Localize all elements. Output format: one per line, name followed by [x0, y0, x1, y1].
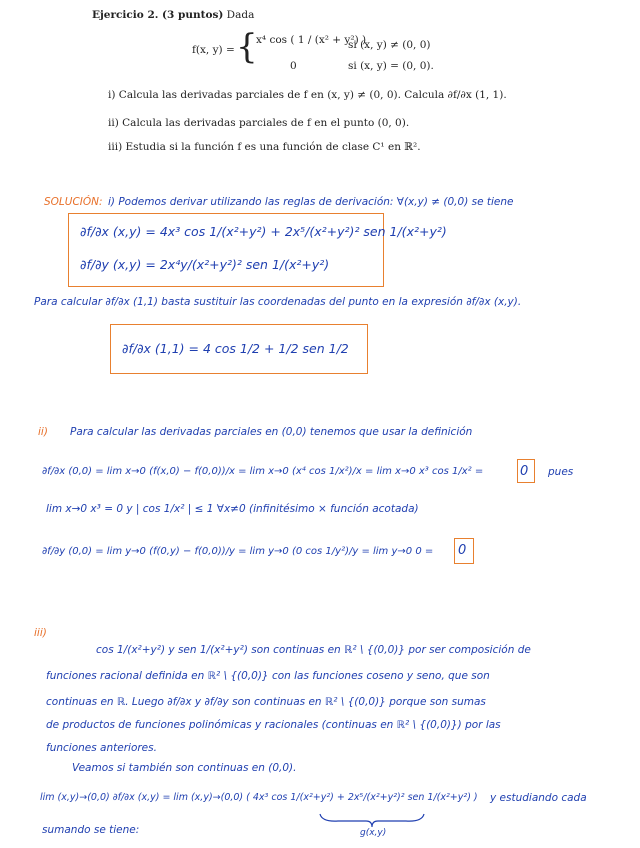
exercise-heading — [92, 9, 254, 21]
fx11-value: ∂f/∂x (1,1) = 4 cos 1/2 + 1/2 sen 1/2 — [122, 341, 349, 356]
fy-formula: ∂f/∂y (x,y) = 2x⁴y/(x²+y²)² sen 1/(x²+y²) — [80, 257, 330, 272]
case1-expr: x⁴ cos ( 1 / (x² + y²) ) — [256, 34, 367, 46]
fy00-line: ∂f/∂y (0,0) = lim y→0 (f(0,y) − f(0,0))/y = lim y→0 (0 cos 1/y²)/y = lim y→0 0 = — [42, 546, 434, 557]
brace: { — [236, 27, 258, 67]
exercise-heading-bold: Ejercicio 2. (3 puntos) — [92, 9, 224, 21]
part3-line-5: funciones anteriores. — [46, 742, 157, 754]
part3-label: iii) — [34, 627, 47, 639]
item-ii: ii) Calcula las derivadas parciales de f en el punto (0, 0). — [108, 117, 410, 129]
fx00-suffix: pues — [548, 466, 574, 478]
part1-intro: i) Podemos derivar utilizando las reglas de derivación: ∀(x,y) ≠ (0,0) se tiene — [108, 196, 514, 208]
case1-cond: si (x, y) ≠ (0, 0) — [348, 39, 431, 51]
part1-calc: Para calcular ∂f/∂x (1,1) basta sustituir las coordenadas del punto en la expresión ∂f/∂x (x,y). — [34, 296, 522, 308]
part3-line-3: continuas en ℝ. Luego ∂f/∂x y ∂f/∂y son continuas en ℝ² \ {(0,0)} porque son sumas — [46, 696, 486, 708]
fx00-value: 0 — [520, 464, 529, 479]
item-iii: iii) Estudia si la función f es una función de clase C¹ en ℝ². — [108, 141, 421, 153]
part3-check: Veamos si también son continuas en (0,0). — [72, 762, 297, 774]
item-i: i) Calcula las derivadas parciales de f en (x, y) ≠ (0, 0). Calcula ∂f/∂x (1, 1). — [108, 89, 507, 101]
part2-intro: Para calcular las derivadas parciales en (0,0) tenemos que usar la definición — [70, 426, 473, 438]
part3-under: g(x,y) — [360, 828, 387, 838]
part3-limit: lim (x,y)→(0,0) ∂f/∂x (x,y) = lim (x,y)→(0,0) ( 4x³ cos 1/(x²+y²) + 2x⁵/(x²+y²)² sen 1/(x²+y²) ) — [40, 792, 478, 803]
part3-end: sumando se tiene: — [42, 824, 140, 836]
case2-expr: 0 — [290, 60, 297, 72]
part3-limit-suffix: y estudiando cada — [490, 792, 587, 804]
case2-cond: si (x, y) = (0, 0). — [348, 60, 434, 72]
limit-note: lim x→0 x³ = 0 y | cos 1/x² | ≤ 1 ∀x≠0 (infinitésimo × función acotada) — [46, 503, 419, 515]
underbrace — [318, 812, 426, 828]
exercise-heading-rest: Dada — [226, 9, 255, 21]
fx-formula: ∂f/∂x (x,y) = 4x³ cos 1/(x²+y²) + 2x⁵/(x²+y²)² sen 1/(x²+y²) — [80, 224, 447, 239]
fy00-value: 0 — [458, 543, 467, 558]
function-lhs: f(x, y) = — [192, 44, 235, 56]
part3-line-1: cos 1/(x²+y²) y sen 1/(x²+y²) son continuas en ℝ² \ {(0,0)} por ser composición de — [96, 644, 531, 656]
part3-line-2: funciones racional definida en ℝ² \ {(0,0)} con las funciones coseno y seno, que son — [46, 670, 490, 682]
part3-line-4: de productos de funciones polinómicas y racionales (continuas en ℝ² \ {(0,0)}) por las — [46, 719, 501, 731]
part2-label: ii) — [38, 426, 48, 438]
fx00-line: ∂f/∂x (0,0) = lim x→0 (f(x,0) − f(0,0))/x = lim x→0 (x⁴ cos 1/x²)/x = lim x→0 x³ cos 1/x² = — [42, 466, 484, 477]
solution-label: SOLUCIÓN: — [44, 196, 103, 208]
